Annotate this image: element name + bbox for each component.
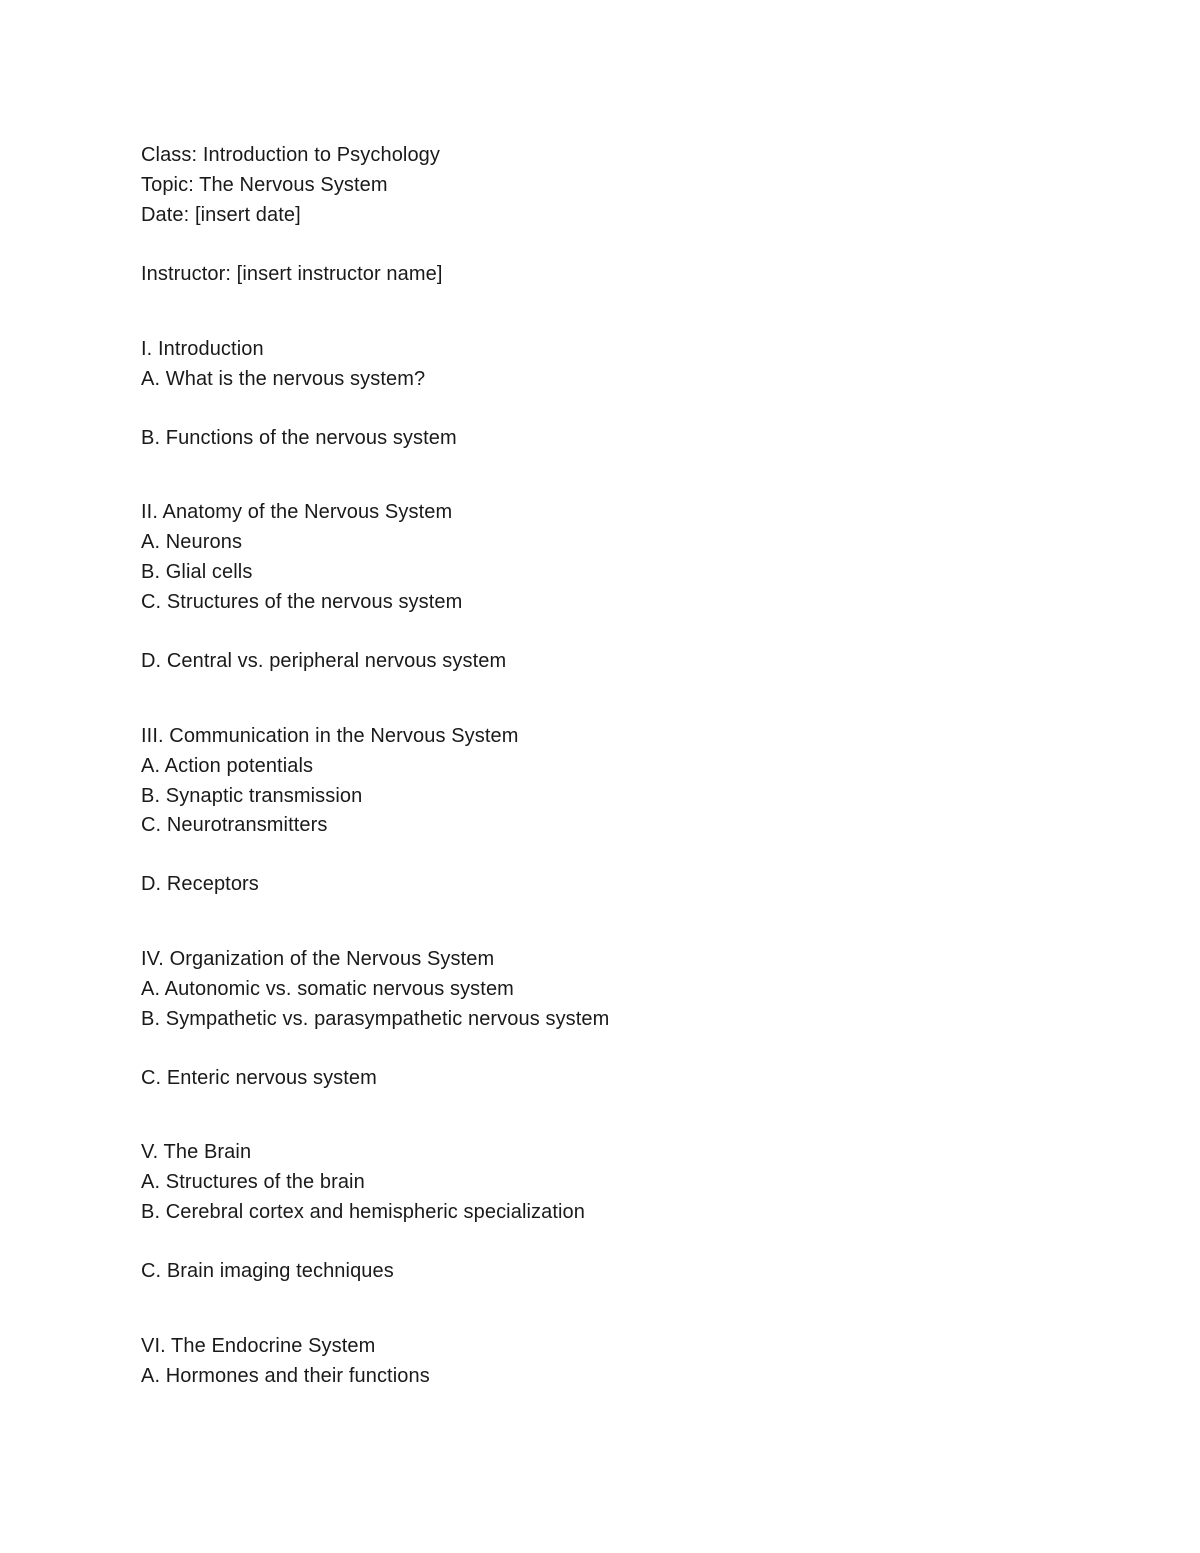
outline-item: B. Functions of the nervous system xyxy=(141,427,457,449)
section-heading: II. Anatomy of the Nervous System xyxy=(141,501,453,523)
outline-item: A. Neurons xyxy=(141,531,243,553)
date-line: Date: [insert date] xyxy=(141,204,301,226)
outline-item: A. Autonomic vs. somatic nervous system xyxy=(141,978,514,1000)
section-heading: VI. The Endocrine System xyxy=(141,1335,376,1357)
outline-item: C. Enteric nervous system xyxy=(141,1067,377,1089)
class-line: Class: Introduction to Psychology xyxy=(141,144,441,166)
section-heading: V. The Brain xyxy=(141,1141,252,1163)
outline-item: A. Hormones and their functions xyxy=(141,1365,430,1387)
outline-item: B. Synaptic transmission xyxy=(141,785,363,807)
outline-item: D. Central vs. peripheral nervous system xyxy=(141,650,507,672)
outline-item: C. Neurotransmitters xyxy=(141,814,328,836)
topic-line: Topic: The Nervous System xyxy=(141,174,388,196)
section-heading: IV. Organization of the Nervous System xyxy=(141,948,495,970)
outline-item: B. Cerebral cortex and hemispheric specialization xyxy=(141,1201,586,1223)
outline-item: B. Sympathetic vs. parasympathetic nervous system xyxy=(141,1008,610,1030)
section-heading: III. Communication in the Nervous System xyxy=(141,725,519,747)
instructor-line: Instructor: [insert instructor name] xyxy=(141,263,443,285)
outline-item: A. Action potentials xyxy=(141,755,314,777)
outline-item: B. Glial cells xyxy=(141,561,253,583)
section-heading: I. Introduction xyxy=(141,338,264,360)
outline-item: D. Receptors xyxy=(141,873,259,895)
outline-item: A. What is the nervous system? xyxy=(141,368,426,390)
outline-item: C. Brain imaging techniques xyxy=(141,1260,394,1282)
outline-item: C. Structures of the nervous system xyxy=(141,591,463,613)
outline-item: A. Structures of the brain xyxy=(141,1171,365,1193)
